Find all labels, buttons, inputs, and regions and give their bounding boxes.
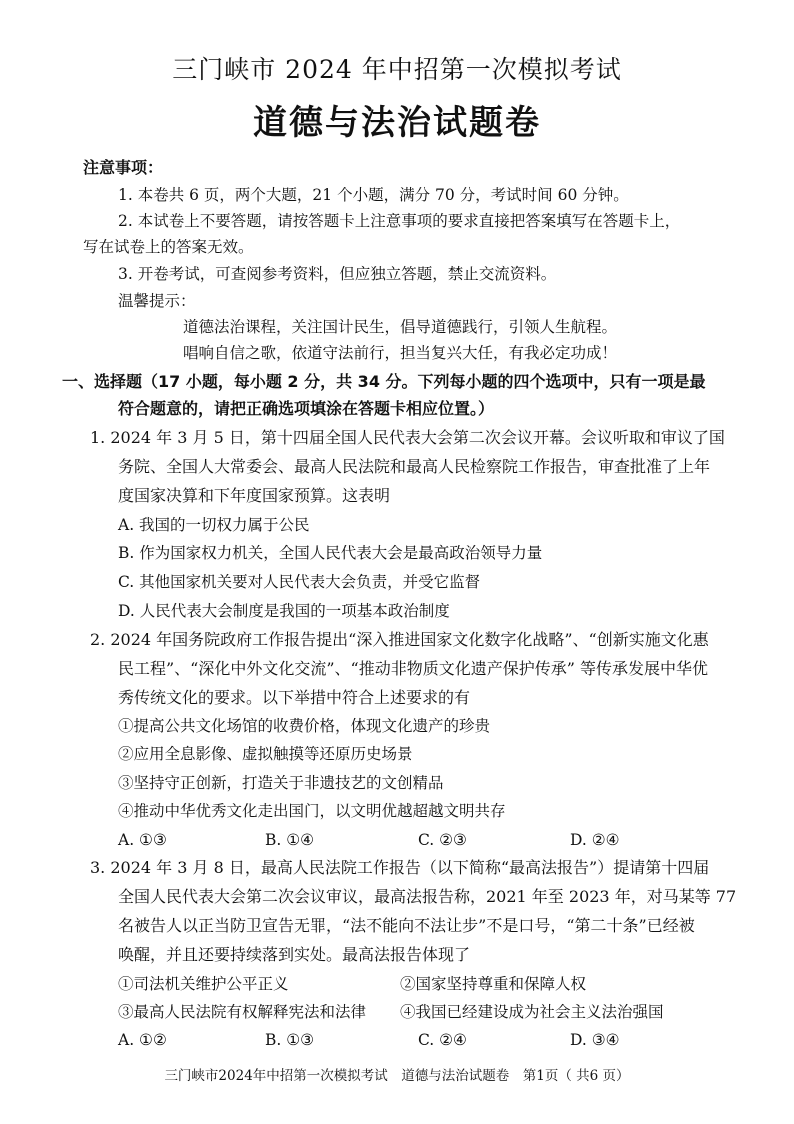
question-2-option-d: D. ②④ <box>570 831 620 849</box>
page-footer: 三门峡市2024年中招第一次模拟考试 道德与法治试题卷 第1页（ 共6 页） <box>164 1068 630 1084</box>
question-2-option-a: A. ①③ <box>118 831 167 849</box>
question-3-stem: 3. 2024 年 3 月 8 日，最高人民法院工作报告（以下简称“最高法报告”）提请第十四届 <box>90 858 710 877</box>
tip-line-2: 唱响自信之歌，依道守法前行，担当复兴大任，有我必定功成！ <box>183 344 618 362</box>
question-2-stem: 民工程”、“深化中外文化交流”、“推动非物质文化遗产保护传承” 等传承发展中华优 <box>118 659 708 678</box>
question-3-stem: 名被告人以正当防卫宣告无罪，“法不能向不法让步”不是口号，“第二十条”已经被 <box>118 916 695 935</box>
question-2-stem: 2. 2024 年国务院政府工作报告提出“深入推进国家文化数字化战略”、“创新实施文化惠 <box>90 630 709 649</box>
tip-heading: 温馨提示： <box>118 292 196 310</box>
question-1-stem: 务院、全国人大常委会、最高人民法院和最高人民检察院工作报告，审查批准了上年 <box>118 457 711 476</box>
question-2-option-c: C. ②③ <box>418 831 467 849</box>
notice-item-2: 2. 本试卷上不要答题，请按答题卡上注意事项的要求直接把答案填写在答题卡上， <box>118 212 681 230</box>
question-3-statement-3: ③最高人民法院有权解释宪法和法律 <box>118 1003 367 1021</box>
question-3-stem: 全国人民代表大会第二次会议审议，最高法报告称，2021 年至 2023 年，对马某等 77 <box>118 887 737 906</box>
question-3-statement-4: ④我国已经建设成为社会主义法治强国 <box>400 1003 664 1021</box>
question-3-option-c: C. ②④ <box>418 1031 467 1049</box>
question-1-option-b: B. 作为国家权力机关，全国人民代表大会是最高政治领导力量 <box>118 544 543 562</box>
notice-item-2-cont: 写在试卷上的答案无效。 <box>83 238 254 256</box>
notice-item-1: 1. 本卷共 6 页，两个大题，21 个小题，满分 70 分，考试时间 60 分钟。 <box>118 186 629 204</box>
question-1-option-a: A. 我国的一切权力属于公民 <box>118 516 310 534</box>
question-3-statement-1: ①司法机关维护公平正义 <box>118 975 289 993</box>
notice-item-3: 3. 开卷考试，可查阅参考资料，但应独立答题，禁止交流资料。 <box>118 265 557 283</box>
section-heading: 一、选择题（17 小题，每小题 2 分，共 34 分。下列每小题的四个选项中，只有一项是最 <box>62 372 706 391</box>
question-2-stem: 秀传统文化的要求。以下举措中符合上述要求的有 <box>118 688 471 707</box>
question-3-option-b: B. ①③ <box>265 1031 315 1049</box>
question-2-statement-1: ①提高公共文化场馆的收费价格，体现文化遗产的珍贵 <box>118 717 491 735</box>
question-2-statement-2: ②应用全息影像、虚拟触摸等还原历史场景 <box>118 745 413 763</box>
question-3-option-a: A. ①② <box>118 1031 167 1049</box>
question-3-statement-2: ②国家坚持尊重和保障人权 <box>400 975 587 993</box>
question-3-stem: 唤醒，并且还要持续落到实处。最高法报告体现了 <box>118 945 471 964</box>
question-3-option-d: D. ③④ <box>570 1031 620 1049</box>
tip-line-1: 道德法治课程，关注国计民生，倡导道德践行，引领人生航程。 <box>183 318 618 336</box>
exam-title: 道德与法治试题卷 <box>253 103 541 143</box>
question-1-stem: 度国家决算和下年度国家预算。这表明 <box>118 486 391 505</box>
exam-subtitle: 三门峡市 2024 年中招第一次模拟考试 <box>172 55 622 84</box>
question-1-option-d: D. 人民代表大会制度是我国的一项基本政治制度 <box>118 602 450 620</box>
question-2-option-b: B. ①④ <box>265 831 315 849</box>
question-2-statement-3: ③坚持守正创新，打造关于非遗技艺的文创精品 <box>118 774 444 792</box>
section-heading-cont: 符合题意的，请把正确选项填涂在答题卡相应位置。） <box>118 399 495 418</box>
question-1-stem: 1. 2024 年 3 月 5 日，第十四届全国人民代表大会第二次会议开幕。会议听取和审议了国 <box>90 428 725 447</box>
question-2-statement-4: ④推动中华优秀文化走出国门，以文明优越超越文明共存 <box>118 802 506 820</box>
notice-heading: 注意事项： <box>83 158 164 177</box>
question-1-option-c: C. 其他国家机关要对人民代表大会负责，并受它监督 <box>118 573 481 591</box>
